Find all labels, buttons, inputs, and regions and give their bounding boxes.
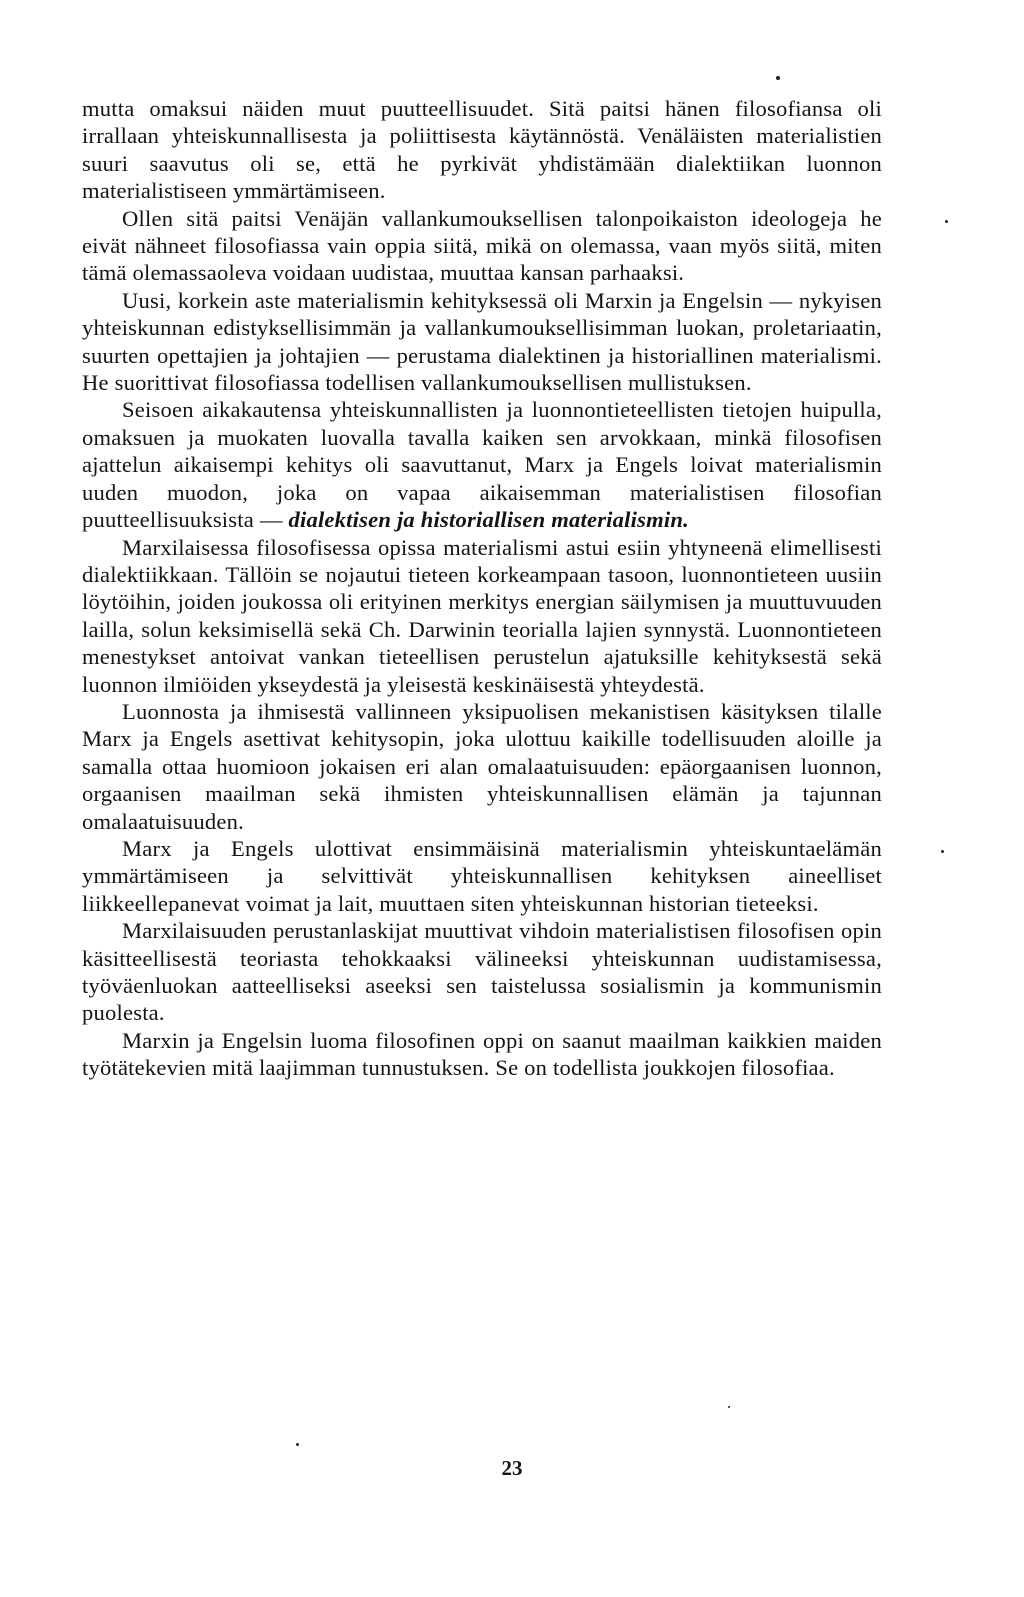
- print-speck: [728, 1406, 730, 1408]
- paragraph-3: Uusi, korkein aste materialismin kehityksessä oli Marxin ja Engelsin — nykyisen yhteiskunnan edistyksellisimmän ja vallankumouksellisimman luokan, proletariaatin, suurten opettajien ja johtajien — perustama dialektinen ja historiallinen materialismi. He suorittivat filosofiassa todellisen vallankumouksellisen mullistuksen.: [82, 287, 882, 396]
- paragraph-6: Luonnosta ja ihmisestä vallinneen yksipuolisen mekanistisen käsityksen tilalle Marx ja Engels asettivat kehitysopin, joka ulottuu kaikille todellisuuden aloille ja samalla ottaa huomioon jokaisen eri alan omalaatuisuuden: epäorgaanisen luonnon, orgaanisen maailman sekä ihmisten yhteiskunnallisen elämän ja tajunnan omalaatuisuuden.: [82, 698, 882, 834]
- paragraph-4-text: Seisoen aikakautensa yhteiskunnallisten ja luonnontieteellisten tietojen huipulla, omaksuen ja muokaten luovalla tavalla kaiken sen arvokkaan, minkä filosofisen ajattelun aikaisempi kehitys oli saavuttanut, Marx ja Engels loivat materialismin uuden muodon, joka on vapaa aikaisemman materialistisen filosofian puutteellisuuksista —: [82, 397, 882, 533]
- paragraph-5: Marxilaisessa filosofisessa opissa materialismi astui esiin yhtyneenä elimellisesti dialektiikkaan. Tällöin se nojautui tieteen korkeampaan tasoon, luonnontieteen uusiin löytöihin, joiden joukossa oli erityinen merkitys energian säilymisen ja muuttuvuuden lailla, solun keksimisellä sekä Ch. Darwinin teorialla lajien synnystä. Luonnontieteen menestykset antoivat vankan tieteellisen perustelun ajatuksille kehityksestä sekä luonnon ilmiöiden ykseydestä ja yleisestä keskinäisestä yhteydestä.: [82, 534, 882, 697]
- print-speck: [941, 850, 944, 853]
- print-speck: [945, 220, 948, 223]
- paragraph-8: Marxilaisuuden perustanlaskijat muuttivat vihdoin materialistisen filosofisen opin käsitteellisestä teoriasta tehokkaaksi välineeksi yhteiskunnan uudistamisessa, työväenluokan aatteelliseksi aseeksi sen taistelussa sosialismin ja kommunismin puolesta.: [82, 918, 882, 1026]
- paragraph-2: Ollen sitä paitsi Venäjän vallankumouksellisen talonpoikaiston ideologeja he eivät nähneet filosofiassa vain oppia siitä, mikä on olemassa, vaan myös siitä, miten tämä olemassaoleva voidaan uudistaa, muuttaa kansan parhaaksi.: [82, 205, 882, 286]
- body-text: [82, 95, 882, 1082]
- paragraph-7: Marx ja Engels ulottivat ensimmäisinä materialismin yhteiskuntaelämän ymmärtämiseen ja selvittivät yhteiskunnallisen kehityksen aineelliset liikkeellepanevat voimat ja lait, muuttaen siten yhteiskunnan historian tieteeksi.: [82, 835, 882, 916]
- paragraph-1: mutta omaksui näiden muut puutteellisuudet. Sitä paitsi hänen filosofiansa oli irrallaan yhteiskunnallisesta ja poliittisesta käytännöstä. Venäläisten materialistien suuri saavutus oli se, että he pyrkivät yhdistämään dialektiikan luonnon materialistiseen ymmärtämiseen.: [82, 96, 882, 204]
- page-number: 23: [501, 1456, 523, 1480]
- paragraph-4-emphasis: dialektisen ja historiallisen materialismin.: [288, 507, 689, 533]
- paragraph-4: [82, 396, 882, 533]
- print-speck: [776, 76, 780, 80]
- paragraph-9: Marxin ja Engelsin luoma filosofinen oppi on saanut maailman kaikkien maiden työtätekevien mitä laajimman tunnustuksen. Se on todellista joukkojen filosofiaa.: [82, 1027, 882, 1081]
- print-speck: [296, 1443, 299, 1446]
